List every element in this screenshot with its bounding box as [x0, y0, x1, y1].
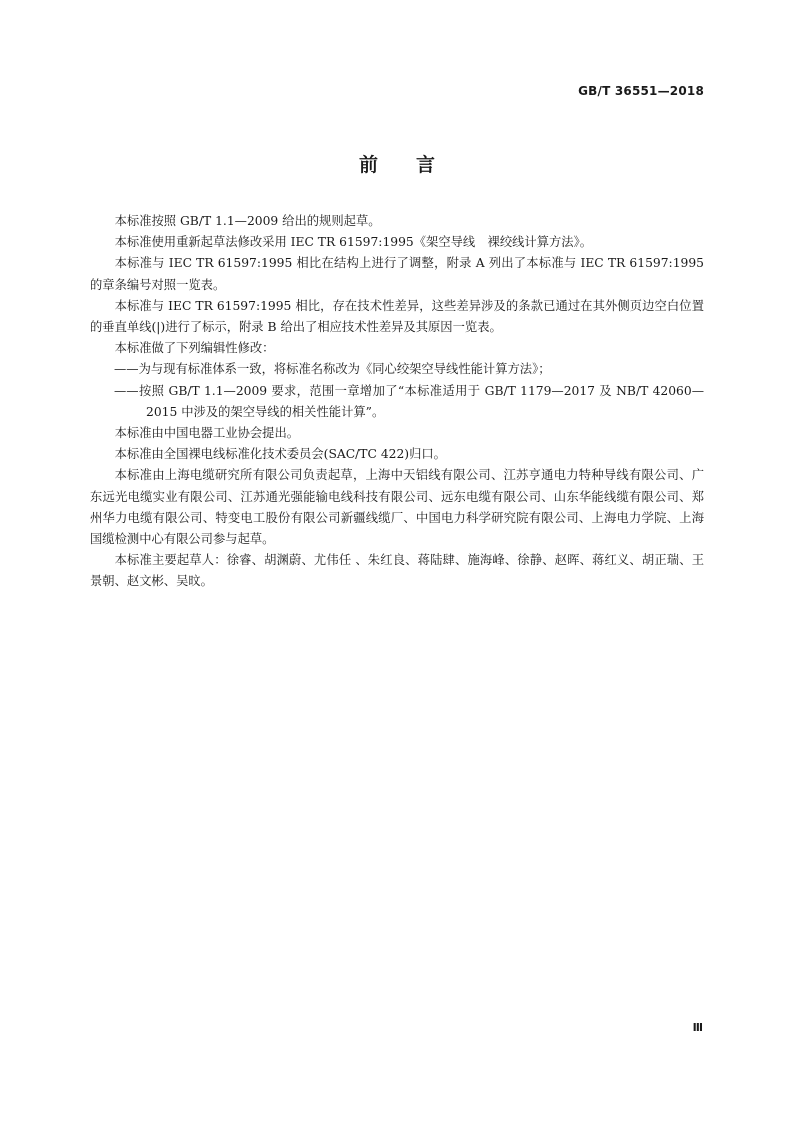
paragraph-drafters: 本标准主要起草人：徐睿、胡渊蔚、尤伟任 、朱红良、蒋陆肆、施海峰、徐静、赵晖、蒋红义、胡正瑞、王景朝、赵文彬、吴旼。: [90, 553, 704, 589]
edit-item: ——为与现有标准体系一致，将标准名称改为《同心绞架空导线性能计算方法》；: [114, 362, 551, 377]
page-title: 前言: [358, 154, 473, 176]
standard-code: GB/T 36551—2018: [578, 84, 704, 98]
paragraph-editorial-intro: 本标准做了下列编辑性修改：: [114, 341, 275, 356]
paragraph-proposer: 本标准由中国电器工业协会提出。: [114, 426, 300, 441]
paragraph-adoption-method: 本标准使用重新起草法修改采用 IEC TR 61597:1995《架空导线 裸绞线计算方法》。: [114, 235, 593, 250]
edit-item: ——按照 GB/T 1.1—2009 要求，范围一章增加了“本标准适用于 GB/T 1179—2017 及 NB/T 42060—2015 中涉及的架空导线的相关性能计算”。: [114, 383, 704, 419]
foreword-body: [90, 211, 704, 593]
page-number: Ⅲ: [692, 1021, 703, 1034]
paragraph-committee: 本标准由全国裸电线标准化技术委员会(SAC/TC 422)归口。: [114, 447, 446, 462]
paragraph-drafting-organizations: 本标准由上海电缆研究所有限公司负责起草，上海中天铝线有限公司、江苏亨通电力特种导线有限公司、广东远光电缆实业有限公司、江苏通光强能输电线科技有限公司、远东电缆有限公司、山东华能线缆有限公司、郑州华力电缆有限公司、特变电工股份有限公司新疆线缆厂、中国电力科学研究院有限公司、上海电力学院、上海国缆检测中心有限公司参与起草。: [90, 468, 704, 547]
paragraph-technical-differences: 本标准与 IEC TR 61597:1995 相比，存在技术性差异，这些差异涉及的条款已通过在其外侧页边空白位置的垂直单线(|)进行了标示，附录 B 给出了相应技术性差异及其原因一览表。: [90, 298, 704, 335]
paragraph-drafting-rules: 本标准按照 GB/T 1.1—2009 给出的规则起草。: [114, 214, 381, 228]
paragraph-structure-changes: 本标准与 IEC TR 61597:1995 相比在结构上进行了调整，附录 A 列出了本标准与 IEC TR 61597:1995 的章条编号对照一览表。: [90, 256, 704, 292]
